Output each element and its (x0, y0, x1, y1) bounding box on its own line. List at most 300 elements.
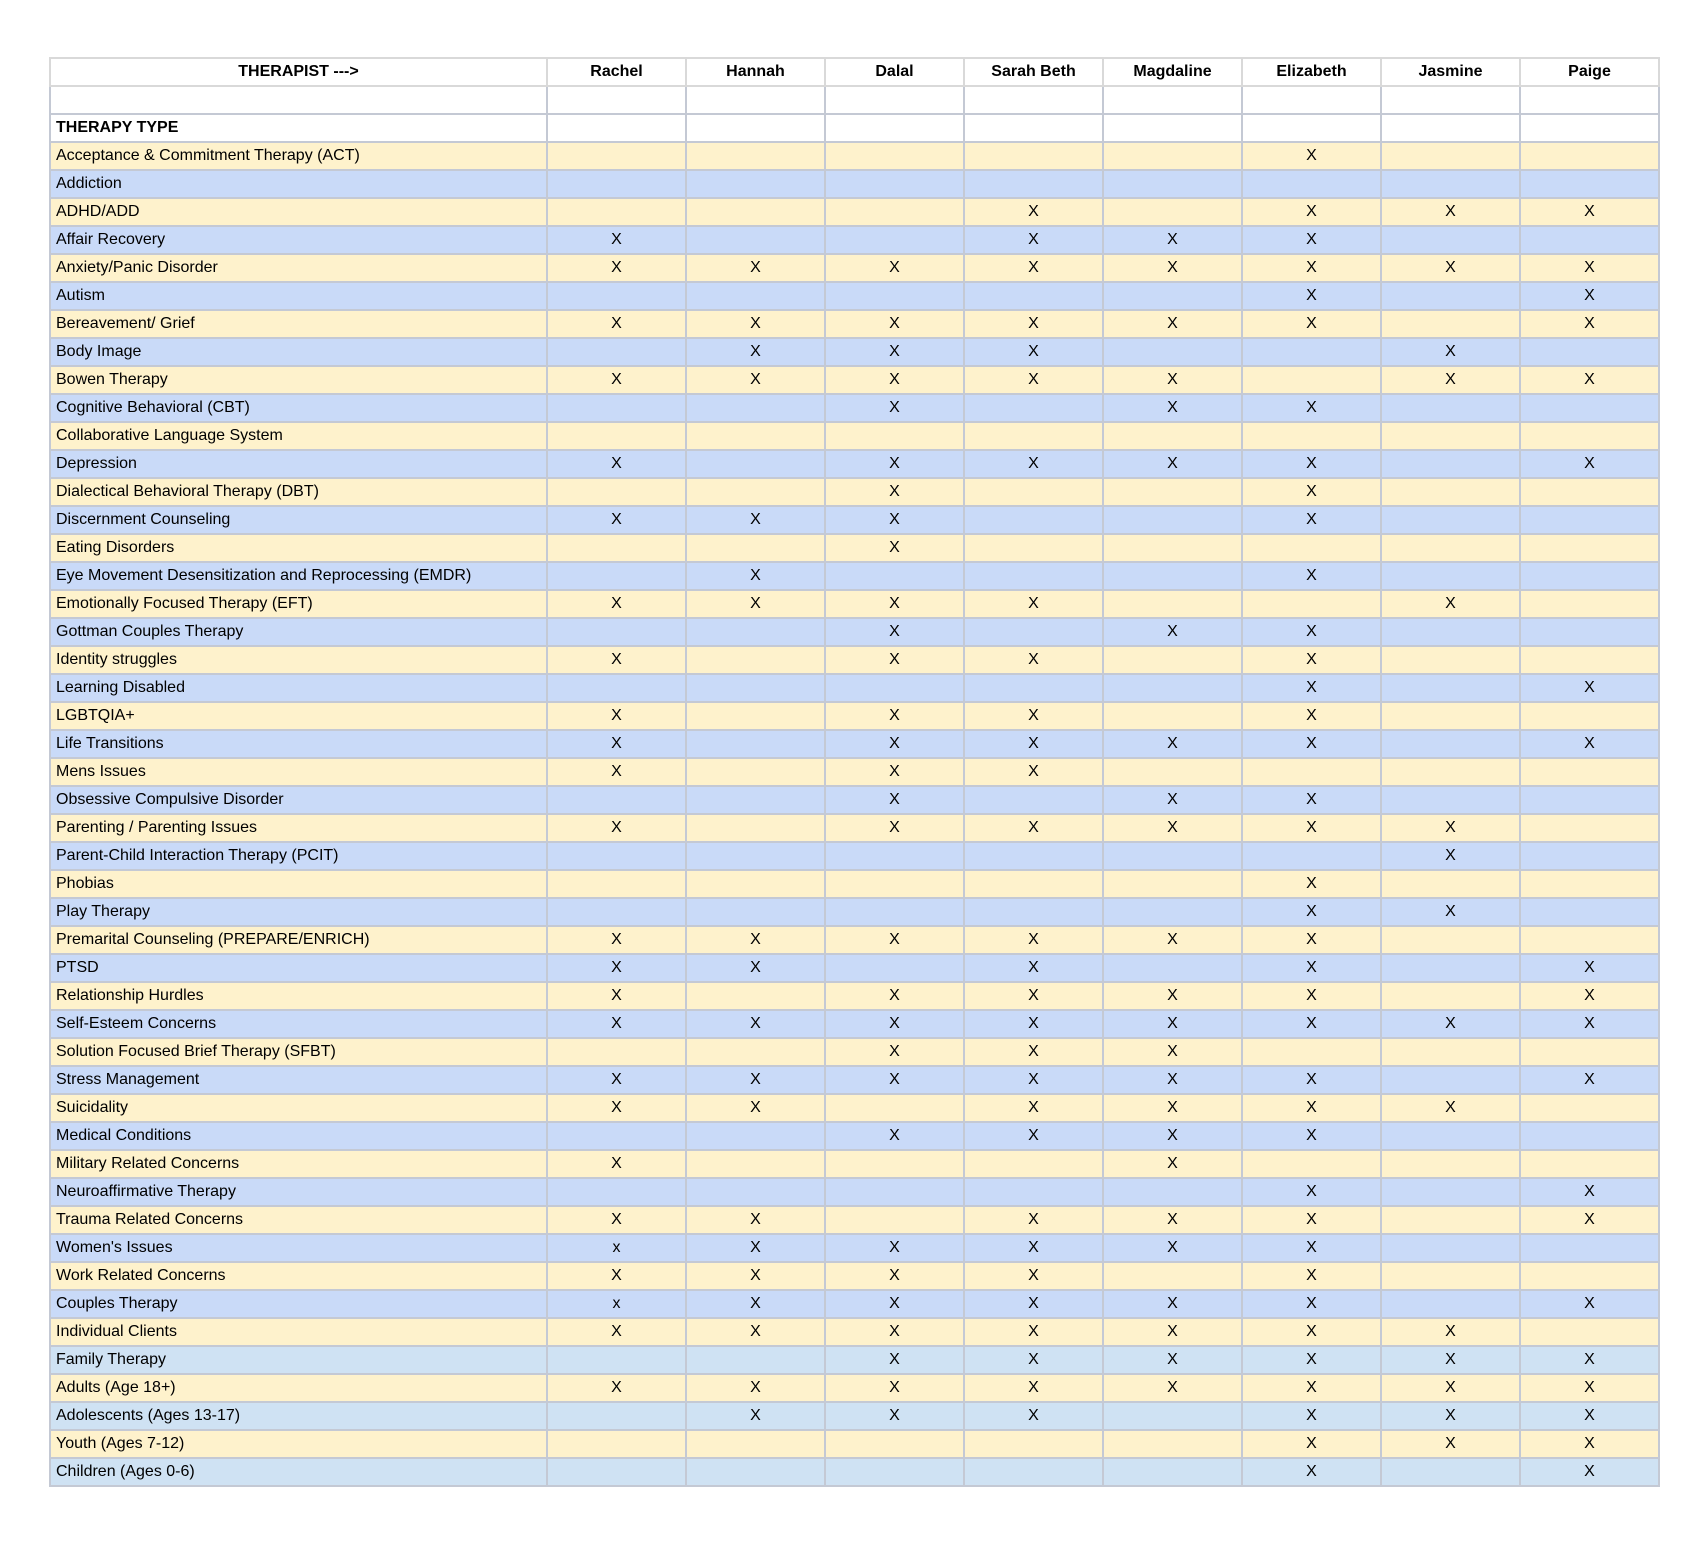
therapist-mark-cell (1381, 1038, 1520, 1066)
therapy-row (50, 394, 1659, 422)
therapy-row (50, 758, 1659, 786)
therapist-mark-cell (1520, 394, 1659, 422)
therapist-mark-cell: X (1520, 954, 1659, 982)
therapist-mark-cell (964, 534, 1103, 562)
therapist-mark-cell: X (686, 590, 825, 618)
therapist-mark-cell (547, 1402, 686, 1430)
therapist-mark-cell (686, 422, 825, 450)
therapist-mark-cell (1381, 1262, 1520, 1290)
therapist-mark-cell (547, 1038, 686, 1066)
therapy-row (50, 1234, 1659, 1262)
therapist-mark-cell (1103, 1430, 1242, 1458)
therapist-mark-cell: X (964, 1318, 1103, 1346)
therapist-mark-cell: X (964, 1010, 1103, 1038)
therapy-type-label: Family Therapy (50, 1346, 547, 1374)
therapy-row (50, 422, 1659, 450)
therapist-mark-cell (1381, 310, 1520, 338)
table-body (50, 86, 1659, 1486)
therapy-type-label: Mens Issues (50, 758, 547, 786)
therapist-mark-cell (964, 870, 1103, 898)
therapist-mark-cell: X (964, 590, 1103, 618)
therapist-mark-cell: X (825, 366, 964, 394)
therapist-mark-cell: X (825, 1038, 964, 1066)
therapist-mark-cell (547, 786, 686, 814)
therapist-mark-cell (686, 1122, 825, 1150)
empty-cell (825, 86, 964, 114)
therapy-type-label: Bowen Therapy (50, 366, 547, 394)
therapy-row (50, 1318, 1659, 1346)
therapist-mark-cell: X (1520, 730, 1659, 758)
therapist-name-header: Hannah (686, 58, 825, 86)
therapist-mark-cell: X (547, 1206, 686, 1234)
therapist-mark-cell (1103, 870, 1242, 898)
therapist-mark-cell: X (547, 1318, 686, 1346)
therapist-mark-cell: X (825, 450, 964, 478)
therapy-type-label: Couples Therapy (50, 1290, 547, 1318)
therapist-mark-cell: X (1242, 254, 1381, 282)
therapist-mark-cell: X (964, 254, 1103, 282)
therapist-mark-cell: X (1103, 1010, 1242, 1038)
therapist-mark-cell: X (1381, 366, 1520, 394)
therapy-type-label: Military Related Concerns (50, 1150, 547, 1178)
therapy-type-label: Autism (50, 282, 547, 310)
therapy-type-label: Discernment Counseling (50, 506, 547, 534)
therapy-row (50, 534, 1659, 562)
therapist-mark-cell (1520, 142, 1659, 170)
therapist-mark-cell: X (1242, 926, 1381, 954)
therapist-mark-cell: X (1242, 1234, 1381, 1262)
therapist-mark-cell: X (964, 1206, 1103, 1234)
therapist-mark-cell: X (547, 1374, 686, 1402)
therapist-mark-cell (1381, 674, 1520, 702)
therapist-mark-cell: X (1520, 1290, 1659, 1318)
therapist-mark-cell (1103, 1262, 1242, 1290)
therapy-type-label: Medical Conditions (50, 1122, 547, 1150)
therapist-mark-cell (1381, 142, 1520, 170)
therapist-mark-cell: X (1242, 1290, 1381, 1318)
blank-row (50, 86, 1659, 114)
therapist-mark-cell: X (825, 730, 964, 758)
therapy-type-label: Suicidality (50, 1094, 547, 1122)
empty-cell (50, 86, 547, 114)
therapist-name-header: Rachel (547, 58, 686, 86)
therapy-type-label: Work Related Concerns (50, 1262, 547, 1290)
therapy-type-label: Trauma Related Concerns (50, 1206, 547, 1234)
therapy-row (50, 898, 1659, 926)
therapist-mark-cell: X (1381, 254, 1520, 282)
therapist-mark-cell: X (686, 1206, 825, 1234)
therapist-mark-cell (1520, 1234, 1659, 1262)
therapist-mark-cell (547, 1346, 686, 1374)
therapist-mark-cell: X (686, 562, 825, 590)
therapist-mark-cell: X (825, 1374, 964, 1402)
therapist-mark-cell (1103, 590, 1242, 618)
therapist-mark-cell: X (686, 506, 825, 534)
therapy-row (50, 1206, 1659, 1234)
therapy-row (50, 1290, 1659, 1318)
therapist-mark-cell: X (1103, 618, 1242, 646)
therapy-type-label: Cognitive Behavioral (CBT) (50, 394, 547, 422)
therapist-mark-cell (825, 142, 964, 170)
therapist-mark-cell (825, 870, 964, 898)
empty-cell (1242, 114, 1381, 142)
therapist-mark-cell (1381, 1178, 1520, 1206)
therapist-name-header: Elizabeth (1242, 58, 1381, 86)
therapy-type-label: Learning Disabled (50, 674, 547, 702)
therapist-mark-cell (825, 954, 964, 982)
therapist-mark-cell: X (1103, 1206, 1242, 1234)
therapy-type-label: Bereavement/ Grief (50, 310, 547, 338)
therapist-mark-cell (825, 422, 964, 450)
therapist-mark-cell: X (1520, 282, 1659, 310)
therapy-row (50, 366, 1659, 394)
therapy-type-label: Solution Focused Brief Therapy (SFBT) (50, 1038, 547, 1066)
section-label: THERAPY TYPE (50, 114, 547, 142)
therapist-mark-cell (1103, 562, 1242, 590)
therapist-mark-cell (964, 842, 1103, 870)
therapist-mark-cell (686, 618, 825, 646)
therapist-mark-cell: X (1103, 1290, 1242, 1318)
therapist-mark-cell: X (1520, 254, 1659, 282)
therapist-mark-cell (1103, 282, 1242, 310)
therapist-mark-cell: X (1242, 646, 1381, 674)
therapist-mark-cell: X (1381, 1094, 1520, 1122)
therapist-mark-cell: X (547, 1150, 686, 1178)
therapy-type-label: Premarital Counseling (PREPARE/ENRICH) (50, 926, 547, 954)
therapist-mark-cell: X (825, 1402, 964, 1430)
therapist-mark-cell (547, 1458, 686, 1486)
therapist-mark-cell (547, 870, 686, 898)
therapist-mark-cell: X (547, 730, 686, 758)
therapist-mark-cell (825, 842, 964, 870)
therapist-mark-cell: X (686, 1066, 825, 1094)
therapist-mark-cell (1381, 758, 1520, 786)
therapist-mark-cell: X (1242, 1010, 1381, 1038)
therapist-mark-cell: X (964, 954, 1103, 982)
therapist-mark-cell: X (825, 506, 964, 534)
therapist-mark-cell (686, 170, 825, 198)
therapist-mark-cell: X (547, 366, 686, 394)
therapist-mark-cell: X (547, 590, 686, 618)
therapist-mark-cell (1242, 1150, 1381, 1178)
empty-cell (686, 86, 825, 114)
therapy-type-label: Body Image (50, 338, 547, 366)
therapist-mark-cell: X (964, 1374, 1103, 1402)
therapist-mark-cell: X (1242, 898, 1381, 926)
therapist-mark-cell (1242, 366, 1381, 394)
therapy-type-label: Acceptance & Commitment Therapy (ACT) (50, 142, 547, 170)
therapy-row (50, 506, 1659, 534)
therapist-mark-cell (1520, 870, 1659, 898)
therapy-row (50, 170, 1659, 198)
therapist-mark-cell (964, 282, 1103, 310)
therapy-type-label: Parent-Child Interaction Therapy (PCIT) (50, 842, 547, 870)
therapist-mark-cell: X (825, 1122, 964, 1150)
therapist-mark-cell (686, 842, 825, 870)
therapist-mark-cell (1103, 506, 1242, 534)
therapist-mark-cell: X (1520, 1458, 1659, 1486)
therapist-mark-cell (825, 1458, 964, 1486)
therapist-mark-cell (1103, 478, 1242, 506)
therapy-row (50, 646, 1659, 674)
empty-cell (825, 114, 964, 142)
therapy-type-label: Relationship Hurdles (50, 982, 547, 1010)
therapist-mark-cell (1520, 786, 1659, 814)
therapist-mark-cell: X (547, 1094, 686, 1122)
therapist-mark-cell (1520, 1318, 1659, 1346)
therapist-mark-cell (1520, 1038, 1659, 1066)
therapist-mark-cell (1381, 562, 1520, 590)
therapist-mark-cell (686, 394, 825, 422)
therapy-row (50, 954, 1659, 982)
therapist-name-header: Jasmine (1381, 58, 1520, 86)
therapist-mark-cell: X (825, 982, 964, 1010)
therapy-row (50, 254, 1659, 282)
therapist-name-header: Magdaline (1103, 58, 1242, 86)
therapist-mark-cell: X (547, 1010, 686, 1038)
therapy-row (50, 226, 1659, 254)
therapy-type-label: Eating Disorders (50, 534, 547, 562)
therapy-row (50, 814, 1659, 842)
therapy-row (50, 1066, 1659, 1094)
therapist-mark-cell: X (825, 1234, 964, 1262)
therapy-type-label: Dialectical Behavioral Therapy (DBT) (50, 478, 547, 506)
therapist-mark-cell: X (686, 1374, 825, 1402)
therapist-mark-cell (547, 478, 686, 506)
therapist-mark-cell: X (964, 1346, 1103, 1374)
therapist-mark-cell (1242, 534, 1381, 562)
therapist-mark-cell (686, 534, 825, 562)
therapist-mark-cell (1381, 1206, 1520, 1234)
therapist-mark-cell: X (1242, 814, 1381, 842)
therapist-mark-cell: X (825, 394, 964, 422)
empty-cell (1103, 114, 1242, 142)
therapy-row (50, 1094, 1659, 1122)
therapist-mark-cell: X (686, 954, 825, 982)
therapist-mark-cell: X (1103, 366, 1242, 394)
therapy-row (50, 1374, 1659, 1402)
therapist-mark-cell: X (1103, 1346, 1242, 1374)
therapist-mark-cell: X (964, 758, 1103, 786)
therapist-mark-cell: X (1103, 1038, 1242, 1066)
therapist-mark-cell: X (1381, 1346, 1520, 1374)
therapist-mark-cell: X (547, 954, 686, 982)
therapist-mark-cell: X (825, 618, 964, 646)
therapy-row (50, 982, 1659, 1010)
therapy-row (50, 198, 1659, 226)
therapist-mark-cell: X (825, 1290, 964, 1318)
therapist-mark-cell: X (547, 814, 686, 842)
therapist-mark-cell (547, 534, 686, 562)
therapy-row (50, 1430, 1659, 1458)
therapist-mark-cell: X (547, 450, 686, 478)
therapist-mark-cell (1520, 170, 1659, 198)
therapy-row (50, 338, 1659, 366)
therapist-mark-cell (1381, 422, 1520, 450)
therapist-mark-cell: X (1520, 198, 1659, 226)
therapy-row (50, 310, 1659, 338)
therapist-mark-cell (1103, 674, 1242, 702)
therapist-mark-cell: X (1242, 1066, 1381, 1094)
therapist-mark-cell (1381, 450, 1520, 478)
therapist-mark-cell (825, 170, 964, 198)
therapist-mark-cell: X (964, 1262, 1103, 1290)
therapist-mark-cell (1103, 646, 1242, 674)
therapist-mark-cell (1520, 562, 1659, 590)
therapist-name-header: Sarah Beth (964, 58, 1103, 86)
therapist-mark-cell: X (964, 310, 1103, 338)
therapist-mark-cell: X (686, 366, 825, 394)
therapy-row (50, 1178, 1659, 1206)
therapist-mark-cell (1381, 534, 1520, 562)
therapist-mark-cell: X (1103, 1066, 1242, 1094)
therapist-mark-cell (1381, 506, 1520, 534)
therapist-mark-cell (1103, 898, 1242, 926)
therapist-mark-cell: X (1242, 198, 1381, 226)
empty-cell (1520, 86, 1659, 114)
therapist-mark-cell (964, 506, 1103, 534)
therapist-mark-cell (547, 898, 686, 926)
therapist-mark-cell (1381, 1066, 1520, 1094)
therapist-mark-cell (964, 898, 1103, 926)
therapist-mark-cell (1520, 506, 1659, 534)
empty-cell (1381, 114, 1520, 142)
therapist-mark-cell (1381, 954, 1520, 982)
therapy-type-label: Stress Management (50, 1066, 547, 1094)
therapist-mark-cell: X (1242, 1430, 1381, 1458)
therapist-mark-cell (686, 478, 825, 506)
therapist-mark-cell: X (1242, 870, 1381, 898)
therapist-mark-cell: X (686, 1402, 825, 1430)
therapist-mark-cell: X (1520, 1178, 1659, 1206)
therapy-row (50, 1346, 1659, 1374)
therapist-mark-cell: X (964, 1094, 1103, 1122)
therapist-mark-cell: X (547, 646, 686, 674)
therapist-mark-cell (547, 618, 686, 646)
therapist-mark-cell: X (825, 534, 964, 562)
therapist-mark-cell (686, 758, 825, 786)
therapist-mark-cell (1520, 702, 1659, 730)
therapist-mark-cell: X (1242, 1374, 1381, 1402)
therapist-mark-cell (686, 702, 825, 730)
therapist-mark-cell: X (964, 646, 1103, 674)
empty-cell (547, 114, 686, 142)
therapist-mark-cell (547, 1122, 686, 1150)
empty-cell (1103, 86, 1242, 114)
therapist-mark-cell (1381, 1290, 1520, 1318)
therapist-mark-cell (1381, 702, 1520, 730)
therapist-mark-cell (1520, 926, 1659, 954)
therapist-mark-cell (1103, 142, 1242, 170)
therapist-mark-cell: X (1242, 1206, 1381, 1234)
therapist-mark-cell: X (964, 926, 1103, 954)
therapist-mark-cell: x (547, 1234, 686, 1262)
therapy-type-label: Affair Recovery (50, 226, 547, 254)
therapist-mark-cell: X (686, 1094, 825, 1122)
therapy-type-label: Individual Clients (50, 1318, 547, 1346)
therapist-mark-cell: X (1381, 1318, 1520, 1346)
therapist-mark-cell (1242, 338, 1381, 366)
therapist-mark-cell: X (1381, 1430, 1520, 1458)
therapist-mark-cell: X (547, 926, 686, 954)
therapist-mark-cell: X (1103, 1374, 1242, 1402)
section-header-row (50, 114, 1659, 142)
therapist-mark-cell (1381, 786, 1520, 814)
therapist-mark-cell: X (1381, 1402, 1520, 1430)
therapist-mark-cell (547, 282, 686, 310)
therapist-mark-cell (1381, 394, 1520, 422)
therapist-mark-cell (686, 814, 825, 842)
therapist-mark-cell: X (547, 1262, 686, 1290)
therapist-mark-cell (686, 1150, 825, 1178)
therapist-mark-cell (1103, 422, 1242, 450)
therapist-mark-cell (825, 1150, 964, 1178)
therapist-mark-cell: X (1520, 450, 1659, 478)
therapist-mark-cell (1103, 198, 1242, 226)
therapist-mark-cell: X (825, 1010, 964, 1038)
therapist-mark-cell (1381, 982, 1520, 1010)
therapist-mark-cell: X (1103, 226, 1242, 254)
therapist-mark-cell (1381, 226, 1520, 254)
therapy-type-label: Women's Issues (50, 1234, 547, 1262)
therapist-mark-cell: X (825, 758, 964, 786)
therapist-mark-cell: X (1242, 1458, 1381, 1486)
therapist-mark-cell: X (1242, 1262, 1381, 1290)
therapist-mark-cell (1103, 1402, 1242, 1430)
therapist-mark-cell (1103, 170, 1242, 198)
therapy-type-label: Collaborative Language System (50, 422, 547, 450)
therapist-mark-cell (686, 1038, 825, 1066)
therapist-mark-cell: X (1103, 394, 1242, 422)
therapist-mark-cell (1381, 926, 1520, 954)
therapist-mark-cell: X (825, 1318, 964, 1346)
therapist-mark-cell: X (1520, 674, 1659, 702)
therapist-mark-cell (1520, 338, 1659, 366)
therapist-mark-cell: X (1520, 1010, 1659, 1038)
therapist-mark-cell: X (1242, 982, 1381, 1010)
therapist-mark-cell (1381, 282, 1520, 310)
therapist-mark-cell: X (1103, 1122, 1242, 1150)
therapist-mark-cell (547, 562, 686, 590)
therapist-mark-cell (825, 1206, 964, 1234)
therapist-mark-cell (1103, 534, 1242, 562)
therapist-mark-cell: X (1103, 814, 1242, 842)
therapy-row (50, 702, 1659, 730)
therapist-mark-cell (547, 170, 686, 198)
therapist-mark-cell (1520, 590, 1659, 618)
therapist-mark-cell: X (825, 590, 964, 618)
therapist-mark-cell: X (547, 1066, 686, 1094)
therapist-mark-cell: X (686, 1290, 825, 1318)
therapist-mark-cell (547, 422, 686, 450)
therapist-mark-cell (1381, 478, 1520, 506)
therapist-mark-cell: X (1103, 310, 1242, 338)
therapist-mark-cell (964, 170, 1103, 198)
therapist-mark-cell: X (1242, 618, 1381, 646)
therapist-mark-cell (825, 226, 964, 254)
therapy-type-label: Addiction (50, 170, 547, 198)
therapy-row (50, 786, 1659, 814)
therapist-mark-cell: X (964, 1234, 1103, 1262)
therapist-mark-cell: X (825, 926, 964, 954)
therapist-corner-label: THERAPIST ---> (50, 58, 547, 86)
therapist-mark-cell: X (1520, 982, 1659, 1010)
therapist-mark-cell: X (964, 1038, 1103, 1066)
therapist-mark-cell: X (964, 338, 1103, 366)
therapist-mark-cell: X (547, 982, 686, 1010)
therapist-mark-cell: X (825, 786, 964, 814)
therapist-mark-cell: X (1103, 786, 1242, 814)
